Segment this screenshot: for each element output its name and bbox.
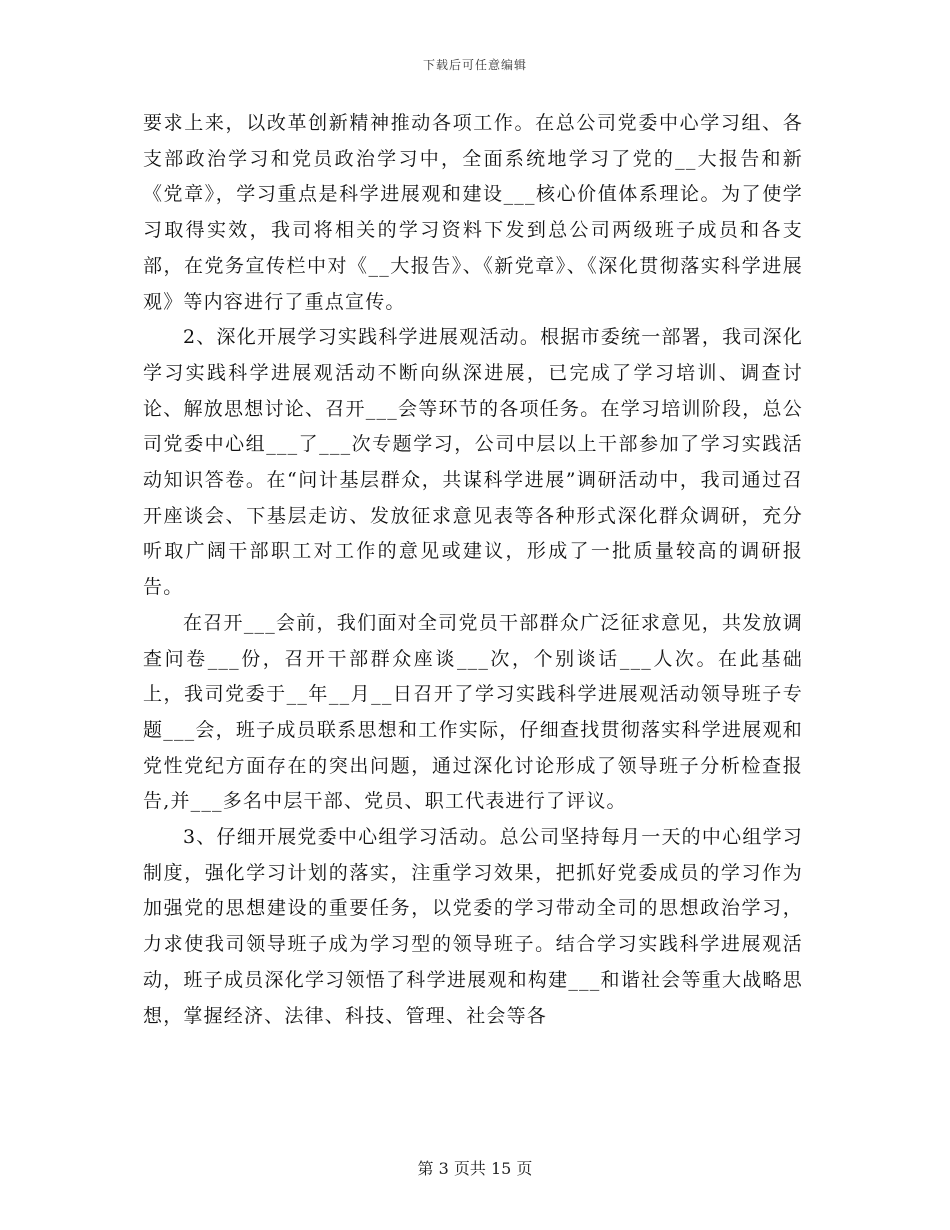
- paragraph-3: 在召开___会前，我们面对全司党员干部群众广泛征求意见，共发放调查问卷___份，召开干部群众座谈___次，个别谈话___人次。在此基础上，我司党委于__年__月__日召开了学习实践科学进展观活动领导班子专题___会，班子成员联系思想和工作实际，仔细查找贯彻落实科学进展观和党性党纪方面存在的突出问题，通过深化讨论形成了领导班子分析检查报告,并___多名中层干部、党员、职工代表进行了评议。: [143, 611, 803, 813]
- page-header-note: 下载后可任意编辑: [422, 58, 527, 72]
- page-number: 第 3 页共 15 页: [417, 1159, 533, 1178]
- paragraph-1: 要求上来，以改革创新精神推动各项工作。在总公司党委中心学习组、各支部政治学习和党员政治学习中，全面系统地学习了党的__大报告和新《党章》，学习重点是科学进展观和建设___核心价值体系理论。为了使学习取得实效，我司将相关的学习资料下发到总公司两级班子成员和各支部，在党务宣传栏中对《__大报告》、《新党章》、《深化贯彻落实科学进展观》等内容进行了重点宣传。: [143, 112, 803, 313]
- document-body: [143, 106, 803, 1034]
- paragraph-4: 3、仔细开展党委中心组学习活动。总公司坚持每月一天的中心组学习制度，强化学习计划的落实，注重学习效果，把抓好党委成员的学习作为加强党的思想建设的重要任务，以党委的学习带动全司的思想政治学习，力求使我司领导班子成为学习型的领导班子。结合学习实践科学进展观活动，班子成员深化学习领悟了科学进展观和构建___和谐社会等重大战略思想，掌握经济、法律、科技、管理、社会等各: [143, 826, 803, 1027]
- paragraph-2: 2、深化开展学习实践科学进展观活动。根据市委统一部署，我司深化学习实践科学进展观活动不断向纵深进展，已完成了学习培训、调查讨论、解放思想讨论、召开___会等环节的各项任务。在学习培训阶段，总公司党委中心组___了___次专题学习，公司中层以上干部参加了学习实践活动知识答卷。在“问计基层群众，共谋科学进展”调研活动中，我司通过召开座谈会、下基层走访、发放征求意见表等各种形式深化群众调研，充分听取广阔干部职工对工作的意见或建议，形成了一批质量较高的调研报告。: [143, 326, 803, 599]
